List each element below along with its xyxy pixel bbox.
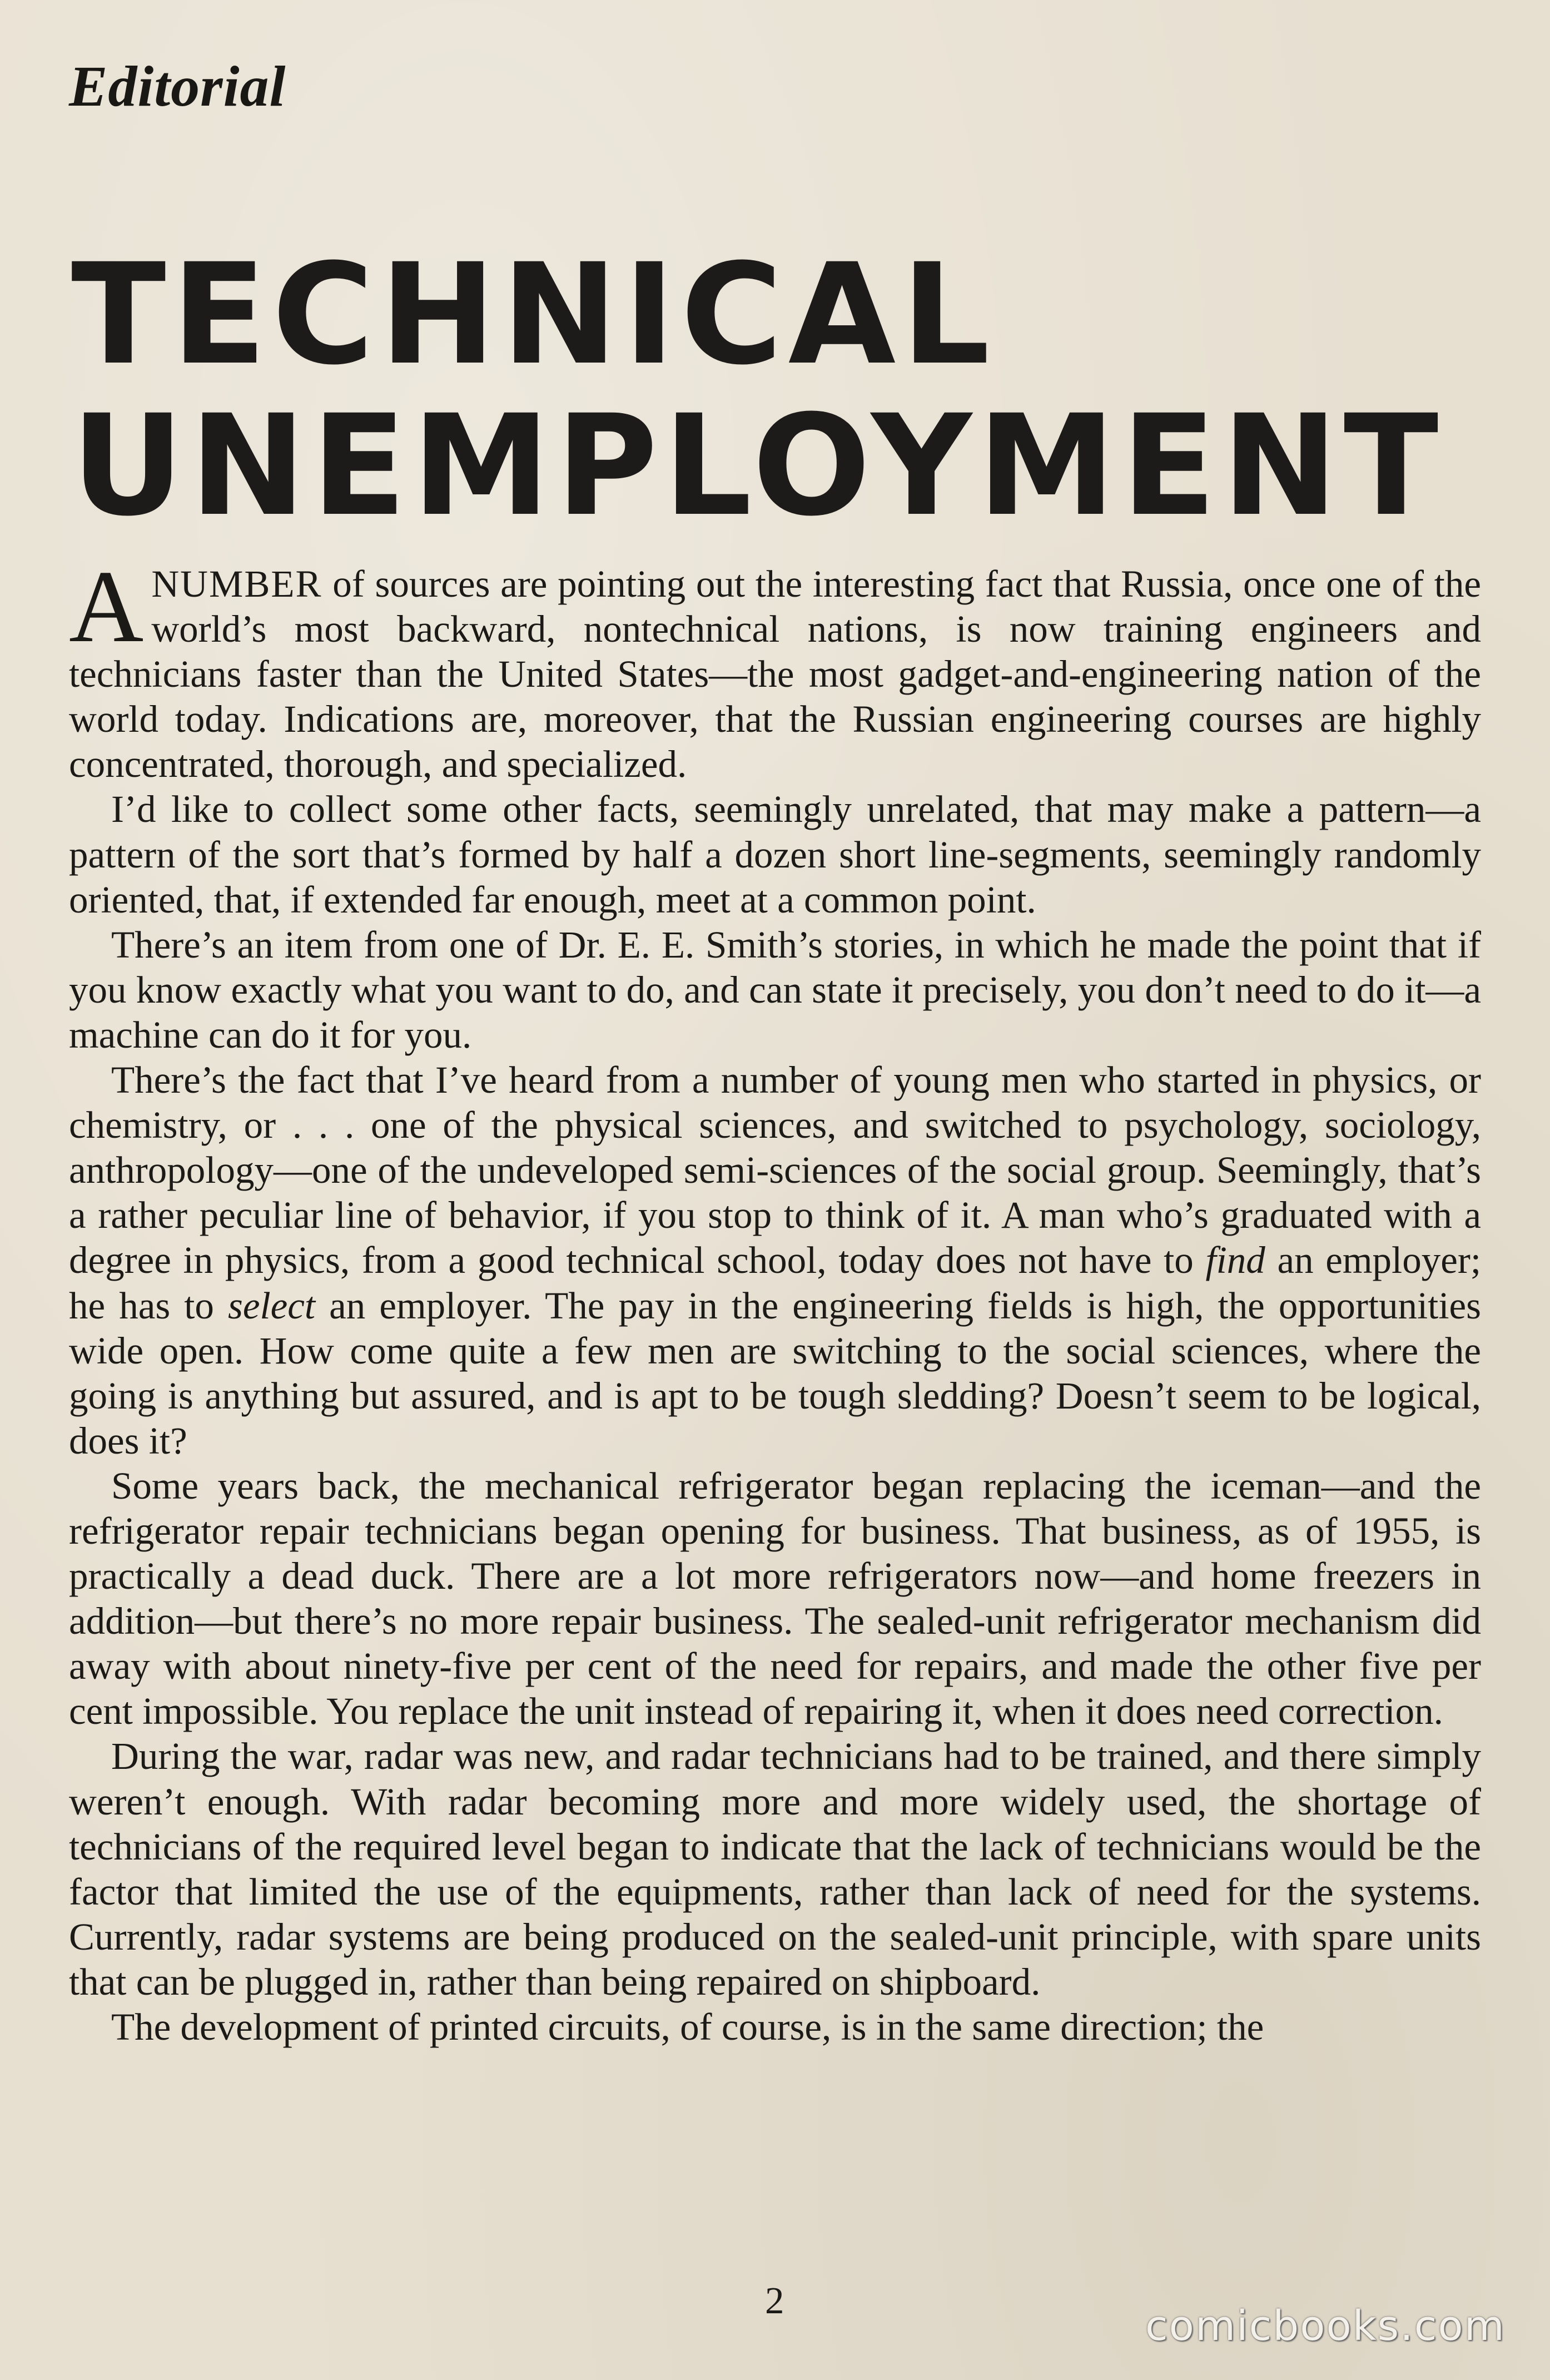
paragraph-4: [69, 1058, 1481, 1464]
paragraph-6: During the war, radar was new, and radar technicians had to be trained, and there simply weren’t enough. With radar becoming more and more widely used, the shortage of technicians of the required level began to indicate that the lack of technicians would be the factor that limited the use of the equipments, rather than lack of need for the systems. Currently, radar systems are being produced on the sealed-unit principle, with spare units that can be plugged in, rather than being repaired on shipboard.: [69, 1735, 1481, 2003]
page-number: 2: [765, 2279, 784, 2322]
watermark: comicbooks.com: [1145, 2302, 1506, 2350]
paragraph-4-text-b: an employer; he has to: [69, 1239, 1481, 1327]
paragraph-2: I’d like to collect some other facts, seemingly unrelated, that may make a pattern—a pattern of the sort that’s formed by half a dozen short line-segments, seemingly randomly oriented, that, if extended far enough, meet at a common point.: [69, 788, 1481, 921]
article-body: [69, 549, 1481, 2050]
paragraph-1-text: of sources are pointing out the interesting fact that Russia, once one of the world’s most backward, nontechnical nations, is now training engineers and technicians faster than the United States—the most gadget-and-engineering nation of the world today. Indications are, moreover, that the Russian engineering courses are highly concentrated, thorough, and specialized.: [69, 563, 1481, 786]
emphasis-select: select: [227, 1284, 316, 1327]
section-label: Editorial: [69, 54, 286, 118]
headline-line-1: TECHNICAL: [71, 234, 996, 395]
paragraph-3: There’s an item from one of Dr. E. E. Smith’s stories, in which he made the point that if you know exactly what you want to do, and can state it precisely, you don’t need to do it—a machine can do it for you.: [69, 923, 1481, 1056]
paragraph-1: [69, 549, 1481, 787]
headline-line-2: UNEMPLOYMENT: [71, 385, 1444, 547]
paragraph-4-text-a: There’s the fact that I’ve heard from a number of young men who started in physics, or chemistry, or . . . one of the physical sciences, and switched to psychology, sociology, anthropology—one of the undeveloped semi-sciences of the social group. Seemingly, that’s a rather peculiar line of behavior, if you stop to think of it. A man who’s graduated with a degree in physics, from a good technical school, today does not have to: [69, 1059, 1481, 1282]
paragraph-5: Some years back, the mechanical refrigerator began replacing the iceman—and the refrigerator repair technicians began opening for business. That business, as of 1955, is practically a dead duck. There are a lot more refrigerators now—and home freezers in addition—but there’s no more repair business. The sealed-unit refrigerator mechanism did away with about ninety-five per cent of the need for repairs, and made the other five per cent impossible. You replace the unit instead of repairing it, when it does need correction.: [69, 1464, 1481, 1733]
opening-small-caps: NUMBER: [151, 563, 322, 605]
paragraph-7: The development of printed circuits, of course, is in the same direction; the: [111, 2006, 1264, 2048]
emphasis-find: find: [1205, 1239, 1265, 1282]
paragraph-4-text-c: an employer. The pay in the engineering fields is high, the opportunities wide open. How come quite a few men are switching to the social sciences, where the going is anything but assured, and is apt to be tough sledding? Doesn’t seem to be logical, does it?: [69, 1284, 1481, 1462]
article-headline: [71, 234, 1483, 547]
drop-cap: A: [69, 549, 144, 664]
